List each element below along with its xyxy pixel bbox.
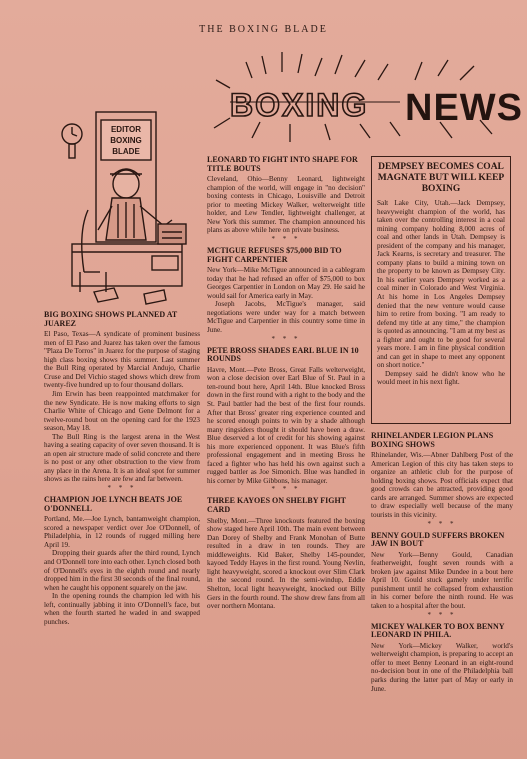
headline-shelby: THREE KAYOES ON SHELBY FIGHT CARD (207, 496, 346, 515)
cartoon-sign-line-2: BOXING (110, 136, 142, 145)
dempsey-boxed-story (371, 156, 511, 424)
champion-paragraph-2: Dropping their guards after the third round, Lynch and O'Donnell tore into each other. Lynch closed both of O'Donnell's eyes in the eighth round and nearly dropped him in the first 30 seconds of the final round, when he caught his opponent squarely on the jaw. (44, 549, 200, 592)
juarez-paragraph-3: The Bull Ring is the largest arena in the West having a seating capacity of over seven thousand. It is an open air structure made of solid concrete and there is no post or any other obstruction to the view from any place in the Arena. It is an ideal spot for summer shows as the rains here are few and far between. (44, 432, 200, 484)
separator-stars: * * * (427, 519, 457, 528)
dempsey-paragraph-1: Salt Lake City, Utah.—Jack Dempsey, heavyweight champion of the world, has taken over the controlling interest in a coal mining company holding 8,000 acres of coal and other lands in Utah. Dempsey is president of the company and his manager, Jack Kearns, is secretary and treasurer. The company plans to build a mining town on the property to be known as Dempsey City. In his earlier years Dempsey worked as a coal miner in Colorado and West Virginia. At his home in Los Angeles Dempsey denied that the new venture would cause him to retire from boxing. "I am ready to defend my title at any time," the champion is quoted as announcing. "I am at my best as a fighter and ought to be good for several years more. I am in fine physical condition and can get in shape to meet any opponent on short notice." (377, 199, 505, 370)
separator-stars: * * * (427, 610, 457, 619)
running-head: THE BOXING BLADE (199, 24, 328, 35)
separator-stars: * * * (271, 334, 301, 343)
headline-juarez: BIG BOXING SHOWS PLANNED AT JUAREZ (44, 310, 178, 328)
mctigue-paragraph-2: Joseph Jacobs, McTigue's manager, said negotiations were under way for a match between McTigue and Carpentier in this country some time in June. (207, 300, 365, 335)
juarez-paragraph-2: Jim Erwin has been reappointed matchmaker for the new Syndicate. He is now making efforts to sign Charlie White of Chicago and Gene Delmont for a twelve-round bout on the opening card for the 1923 season, May 18. (44, 390, 200, 433)
editor-cartoon (54, 92, 204, 307)
column-1 (44, 307, 200, 626)
cartoon-drawing (54, 92, 204, 307)
headline-bross: PETE BROSS SHADES EARL BLUE IN 10 ROUNDS (207, 345, 359, 364)
rhinelander-paragraph-1: Rhinelander, Wis.—Abner Dahlberg Post of the American Legion of this city has taken steps to organize an athletic club for the purpose of holding boxing shows. Post officials expect that good crowds can be attracted, providing good cards are arranged. Summer shows are expected to draw especially well because of the many tourists in this vicinity. (371, 451, 513, 520)
banner-word-boxing: BOXING (230, 87, 369, 123)
column-2 (207, 152, 365, 611)
champion-paragraph-3: In the opening rounds the champion led with his left, continually jabbing it into O'Donnell's face, but when the fourth started he waded in and swapped punches. (44, 592, 200, 626)
separator-stars: * * * (271, 235, 301, 244)
dempsey-paragraph-2: Dempsey said he didn't know who he would meet in his next fight. (377, 369, 505, 387)
mctigue-paragraph-1: New York—Mike McTigue announced in a cablegram today that he had refused an offer of $75,000 to box Georges Carpentier in London on May 29. He said he would sail for America early in May. (207, 266, 365, 300)
cartoon-sign-line-3: BLADE (112, 147, 140, 156)
gould-paragraph-1: New York—Benny Gould, Canadian featherweight, fought seven rounds with a broken jaw against Mike Dundee in a bout here April 10. Gould stuck gamely under terrific punishment until he collapsed from exhaustion in his corner before the ninth round. He was taken to a hospital after the bout. (371, 550, 513, 611)
banner-graphic (190, 40, 527, 150)
walker-paragraph-1: New York—Mickey Walker, world's welterweight champion, is preparing to accept an offer to meet Benny Leonard in an eight-round no-decision bout in one of the Philadelphia ball parks during the latter part of May or early in June. (371, 641, 513, 693)
juarez-paragraph-1: El Paso, Texas—A syndicate of prominent business men of El Paso and Juarez has taken over the famous "Plaza De Torros" in Juarez for the purpose of staging high class boxing shows this summer. Last summer the Bull Ring operated by Marcial Andujo, Charlie Cruse and Del Vichio staged shows which drew from twenty-five hundred up to four thousand dollars. (44, 330, 200, 390)
boxing-news-banner (190, 40, 527, 150)
headline-rhinelander: RHINELANDER LEGION PLANS BOXING SHOWS (371, 431, 494, 449)
column-3 (371, 428, 513, 693)
headline-gould: BENNY GOULD SUFFERS BROKEN JAW IN BOUT (371, 530, 505, 549)
leonard-paragraph-1: Cleveland, Ohio—Benny Leonard, lightweight champion of the world, will engage in "no decision" boxing contests in Chicago, Louisville and Detroit prior to meeting Mickey Walker, welterweight title holder, and Lew Tendler, lightweight challenger, at New York this summer. The champion announced his plans as above while here on private business. (207, 175, 365, 235)
banner-word-news: NEWS (405, 87, 523, 129)
headline-dempsey: DEMPSEY BECOMES COAL MAGNATE BUT WILL KEEP BOXING (377, 162, 505, 194)
headline-walker: MICKEY WALKER TO BOX BENNY LEONARD IN PHILA. (371, 621, 505, 640)
separator-stars: * * * (271, 485, 301, 494)
bross-paragraph-1: Havre, Mont.—Pete Bross, Great Falls welterweight, won a close decision over Earl Blue of St. Paul in a ten-round bout here, April 14th. Blue knocked Bross down in the first round with a right to the body and the St. Paul battler had the best of the first four rounds. After that Bross' greater ring experience counted and he scored enough points to win by a shade although many ringsiders thought it should have been a draw. Blue deserved a lot of credit for his showing against his more experienced opponent. It was Blue's fifth professional engagement and in meeting Bross he faced a fighter who has held his own against such a rugged battler as Joe Simonich. Blue was handled in his corner by Mike Gibbons, his manager. (207, 365, 365, 485)
headline-mctigue: MCTIGUE REFUSES $75,000 BID TO FIGHT CARPENTIER (207, 246, 342, 264)
headline-leonard: LEONARD TO FIGHT INTO SHAPE FOR TITLE BOUTS (207, 155, 358, 173)
shelby-paragraph-1: Shelby, Mont.—Three knockouts featured the boxing show staged here April 10th. The main event between Dan Dorey of Shelby and Frank Monohan of Butte resulted in a draw in ten rounds. They are middleweights. Kid Baker, Shelby 145-pounder, kayoed Teddy Hayes in the first round. Young Nevlin, light heavyweight, scored a knockout over Slim Clark in the second round. In the semi-windup, Eddie Shelton, local light heavyweight, knocked out Billy Gers in the fourth round. The show drew fans from all over northern Montana. (207, 516, 365, 611)
separator-stars: * * * (107, 484, 137, 493)
champion-paragraph-1: Portland, Me.—Joe Lynch, bantamweight champion, scored a newspaper verdict over Joe O'Donnell, of Philadelphia, in 12 rounds of rugged milling here April 19. (44, 515, 200, 549)
cartoon-sign-line-1: EDITOR (110, 125, 142, 134)
headline-champion: CHAMPION JOE LYNCH BEATS JOE O'DONNELL (44, 495, 183, 513)
